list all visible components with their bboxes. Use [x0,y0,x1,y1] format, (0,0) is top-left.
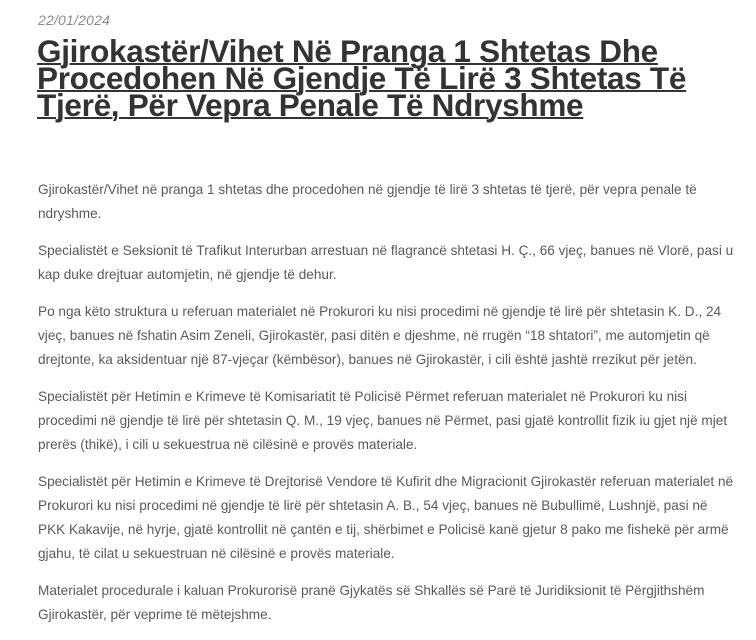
paragraph-accident: Po nga këto struktura u referuan materialet në Prokurori ku nisi procedimi në gjendje të lirë për shtetasin K. D., 24 vjeç, banues në fshatin Asim Zeneli, Gjirokastër, pasi ditën e djeshme, në rrugën “18 shtatori”, me automjetin që drejtonte, ka aksidentuar një 87-vjeçar (këmbësor), banues në Gjirokastër, i cili është jashtë rrezikut për jetën. [38,304,722,367]
paragraph-intro: Gjirokastër/Vihet në pranga 1 shtetas dhe procedohen në gjendje të lirë 3 shtetas të tjerë, për vepra penale të ndryshme. [38,182,697,221]
paragraph-traffic-arrest: Specialistët e Seksionit të Trafikut Interurban arrestuan në flagrancë shtetasi H. Ç., 66 vjeç, banues në Vlorë, pasi u kap duke drejtuar automjetin, në gjendje të dehur. [38,243,734,282]
article-title[interactable]: Gjirokastër/Vihet Në Pranga 1 Shtetas Dhe Procedohen Në Gjendje Të Lirë 3 Shtetas Të Tjerë, Për Vepra Penale Të Ndryshme [37,33,687,123]
paragraph-knife: Specialistët për Hetimin e Krimeve të Komisariatit të Policisë Përmet referuan materialet në Prokurori ku nisi procedimi në gjendje të lirë për shtetasin Q. M., 19 vjeç, banues në Përmet, pasi gjatë kontrollit fizik iu gjet një mjet prerës (thikë), i cili u sekuestrua në cilësinë e provës materiale. [38,389,728,452]
paragraph-conclusion: Materialet procedurale i kaluan Prokurorisë pranë Gjykatës së Shkallës së Parë të Juridiksionit të Përgjithshëm Gjirokastër, për veprime të mëtejshme. [38,583,705,622]
paragraph-border-ammo: Specialistët për Hetimin e Krimeve të Drejtorisë Vendore të Kufirit dhe Migracionit Gjirokastër referuan materialet në Prokurori ku nisi procedimi në gjendje të lirë për shtetasin A. B., 54 vjeç, banues në Bubullimë, Lushnjë, pasi në PKK Kakavije, në hyrje, gjatë kontrollit në çantën e tij, shërbimet e Policisë kanë gjetur 8 pako me fishekë për armë gjahu, të cilat u sekuestruan në cilësinë e provës materiale. [38,474,734,561]
article-body [38,178,738,640]
publish-date: 22/01/2024 [38,12,111,28]
